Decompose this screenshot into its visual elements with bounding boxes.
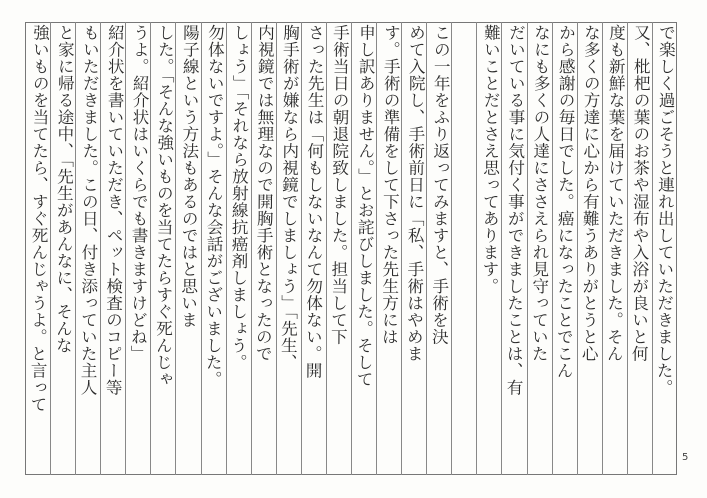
text-column: なにも多くの人達にささえられ見守っていた: [529, 23, 551, 363]
text-column: もいただきました。この日、付き添っていた主人: [77, 23, 100, 396]
text-column: す。手術の準備をして下さった先生方には: [378, 23, 401, 346]
text-column: 陽子線という方法もあるのではと思いま: [178, 23, 200, 329]
text-column: な多くの方達に心から有難うありがとうと心: [579, 23, 601, 363]
page-mark: 5: [682, 452, 689, 463]
text-column: めて入院し、手術前日に「私、手術はやめま: [403, 23, 426, 363]
text-column: した。「そんな強いものを当てたらすぐ死んじゃ: [152, 23, 175, 388]
text-column: さった先生は「何もしないなんて勿体ない。開: [303, 23, 325, 379]
text-column: 度も新鮮な葉を届けていただきました。そん: [604, 23, 626, 363]
text-column: うよ。紹介状はいくらでも書きますけどね」: [128, 23, 150, 363]
text-column: 勿体ないですよ。」そんな会話がございました。: [203, 23, 225, 388]
text-column: だいている事に気付く事ができましたことは、有: [503, 23, 526, 396]
text-column: 紹介状を書いていただき、ペット検査のコピー等: [102, 23, 125, 396]
text-column: で楽しく過ごそうと連れ出していただきました。: [654, 23, 677, 396]
text-column: と家に帰る途中、「先生があんなに、そんな: [52, 23, 75, 354]
text-column: 内視鏡では無理なので開胸手術となったので: [253, 23, 275, 363]
text-column: 申し訳ありません。」とお詫びしました。そして: [353, 23, 376, 388]
text-column: 難いことだとさえ思ってあります。: [479, 23, 501, 295]
text-column: 胸手術が嫌なら内視鏡でしましょう」「先生、: [278, 23, 300, 371]
text-column: から感謝の毎日でした。癌になったことでこん: [554, 23, 576, 379]
text-column: 強いものを当てたら、すぐ死んじゃうよ。と言って: [27, 23, 50, 413]
text-column: 又、枇杷の葉のお茶や湿布や入浴が良いと何: [629, 23, 651, 363]
text-column: 手術当日の朝退院致しました。担当して下: [328, 23, 351, 346]
text-column: しょう」「それなら放射線抗癌剤しましょう。: [228, 23, 250, 371]
text-column: この一年をふり返ってみますと、手術を決: [429, 23, 451, 346]
